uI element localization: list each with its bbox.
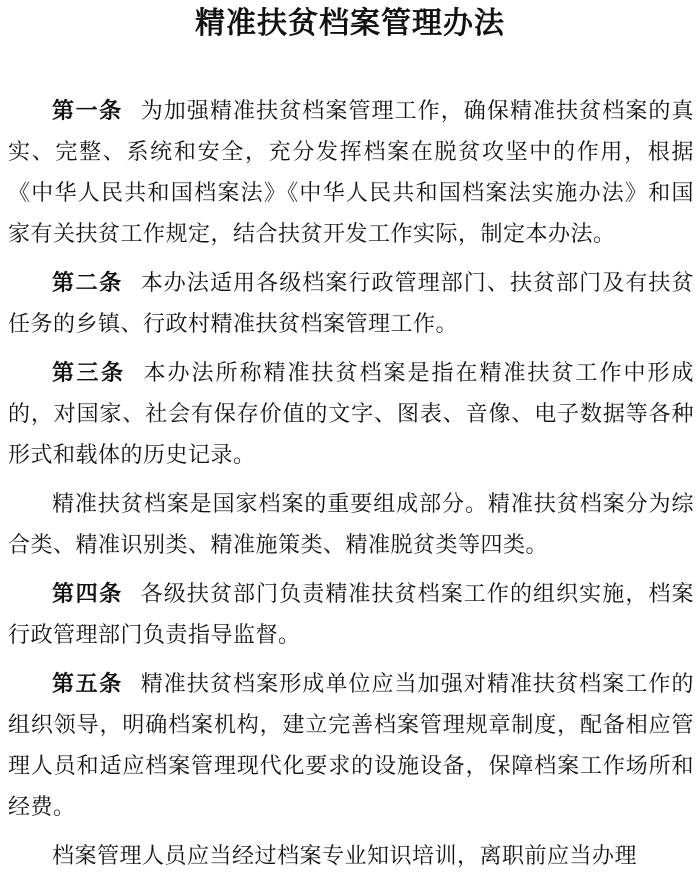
article-3-paragraph (8, 353, 694, 476)
article-2-paragraph (8, 263, 694, 345)
article-text: 为加强精准扶贫档案管理工作，确保精准扶贫档案的真实、完整、系统和安全，充分发挥档案在脱贫攻坚中的作用，根据《中华人民共和国档案法》《中华人民共和国档案法实施办法》和国家有关扶贫工作规定，结合扶贫开发工作实际，制定本办法。 (8, 99, 694, 247)
document-title: 精准扶贫档案管理办法 (195, 6, 505, 41)
paragraph-text: 档案管理人员应当经过档案专业知识培训，离职前应当办理 (52, 844, 638, 869)
paragraph-text: 精准扶贫档案是国家档案的重要组成部分。精准扶贫档案分为综合类、精准识别类、精准施策类、精准脱贫类等四类。 (8, 492, 694, 558)
article-text: 精准扶贫档案形成单位应当加强对精准扶贫档案工作的组织领导，明确档案机构，建立完善档案管理规章制度，配备相应管理人员和适应档案管理现代化要求的设施设备，保障档案工作场所和经费。 (8, 672, 694, 820)
article-number: 第三条 (52, 361, 126, 386)
article-1-paragraph (8, 91, 694, 255)
article-3-continuation-paragraph (8, 484, 694, 566)
article-5-continuation-paragraph (8, 836, 694, 877)
article-4-paragraph (8, 574, 694, 656)
article-number: 第一条 (52, 99, 123, 124)
article-5-paragraph (8, 664, 694, 828)
article-text: 本办法所称精准扶贫档案是指在精准扶贫工作中形成的，对国家、社会有保存价值的文字、图表、音像、电子数据等各种形式和载体的历史记录。 (8, 361, 694, 468)
article-number: 第二条 (52, 271, 123, 296)
article-number: 第五条 (52, 672, 123, 697)
article-text: 各级扶贫部门负责精准扶贫档案工作的组织实施，档案行政管理部门负责指导监督。 (8, 582, 694, 648)
article-text: 本办法适用各级档案行政管理部门、扶贫部门及有扶贫任务的乡镇、行政村精准扶贫档案管理工作。 (8, 271, 694, 337)
document-body (8, 91, 694, 885)
article-number: 第四条 (52, 582, 123, 607)
